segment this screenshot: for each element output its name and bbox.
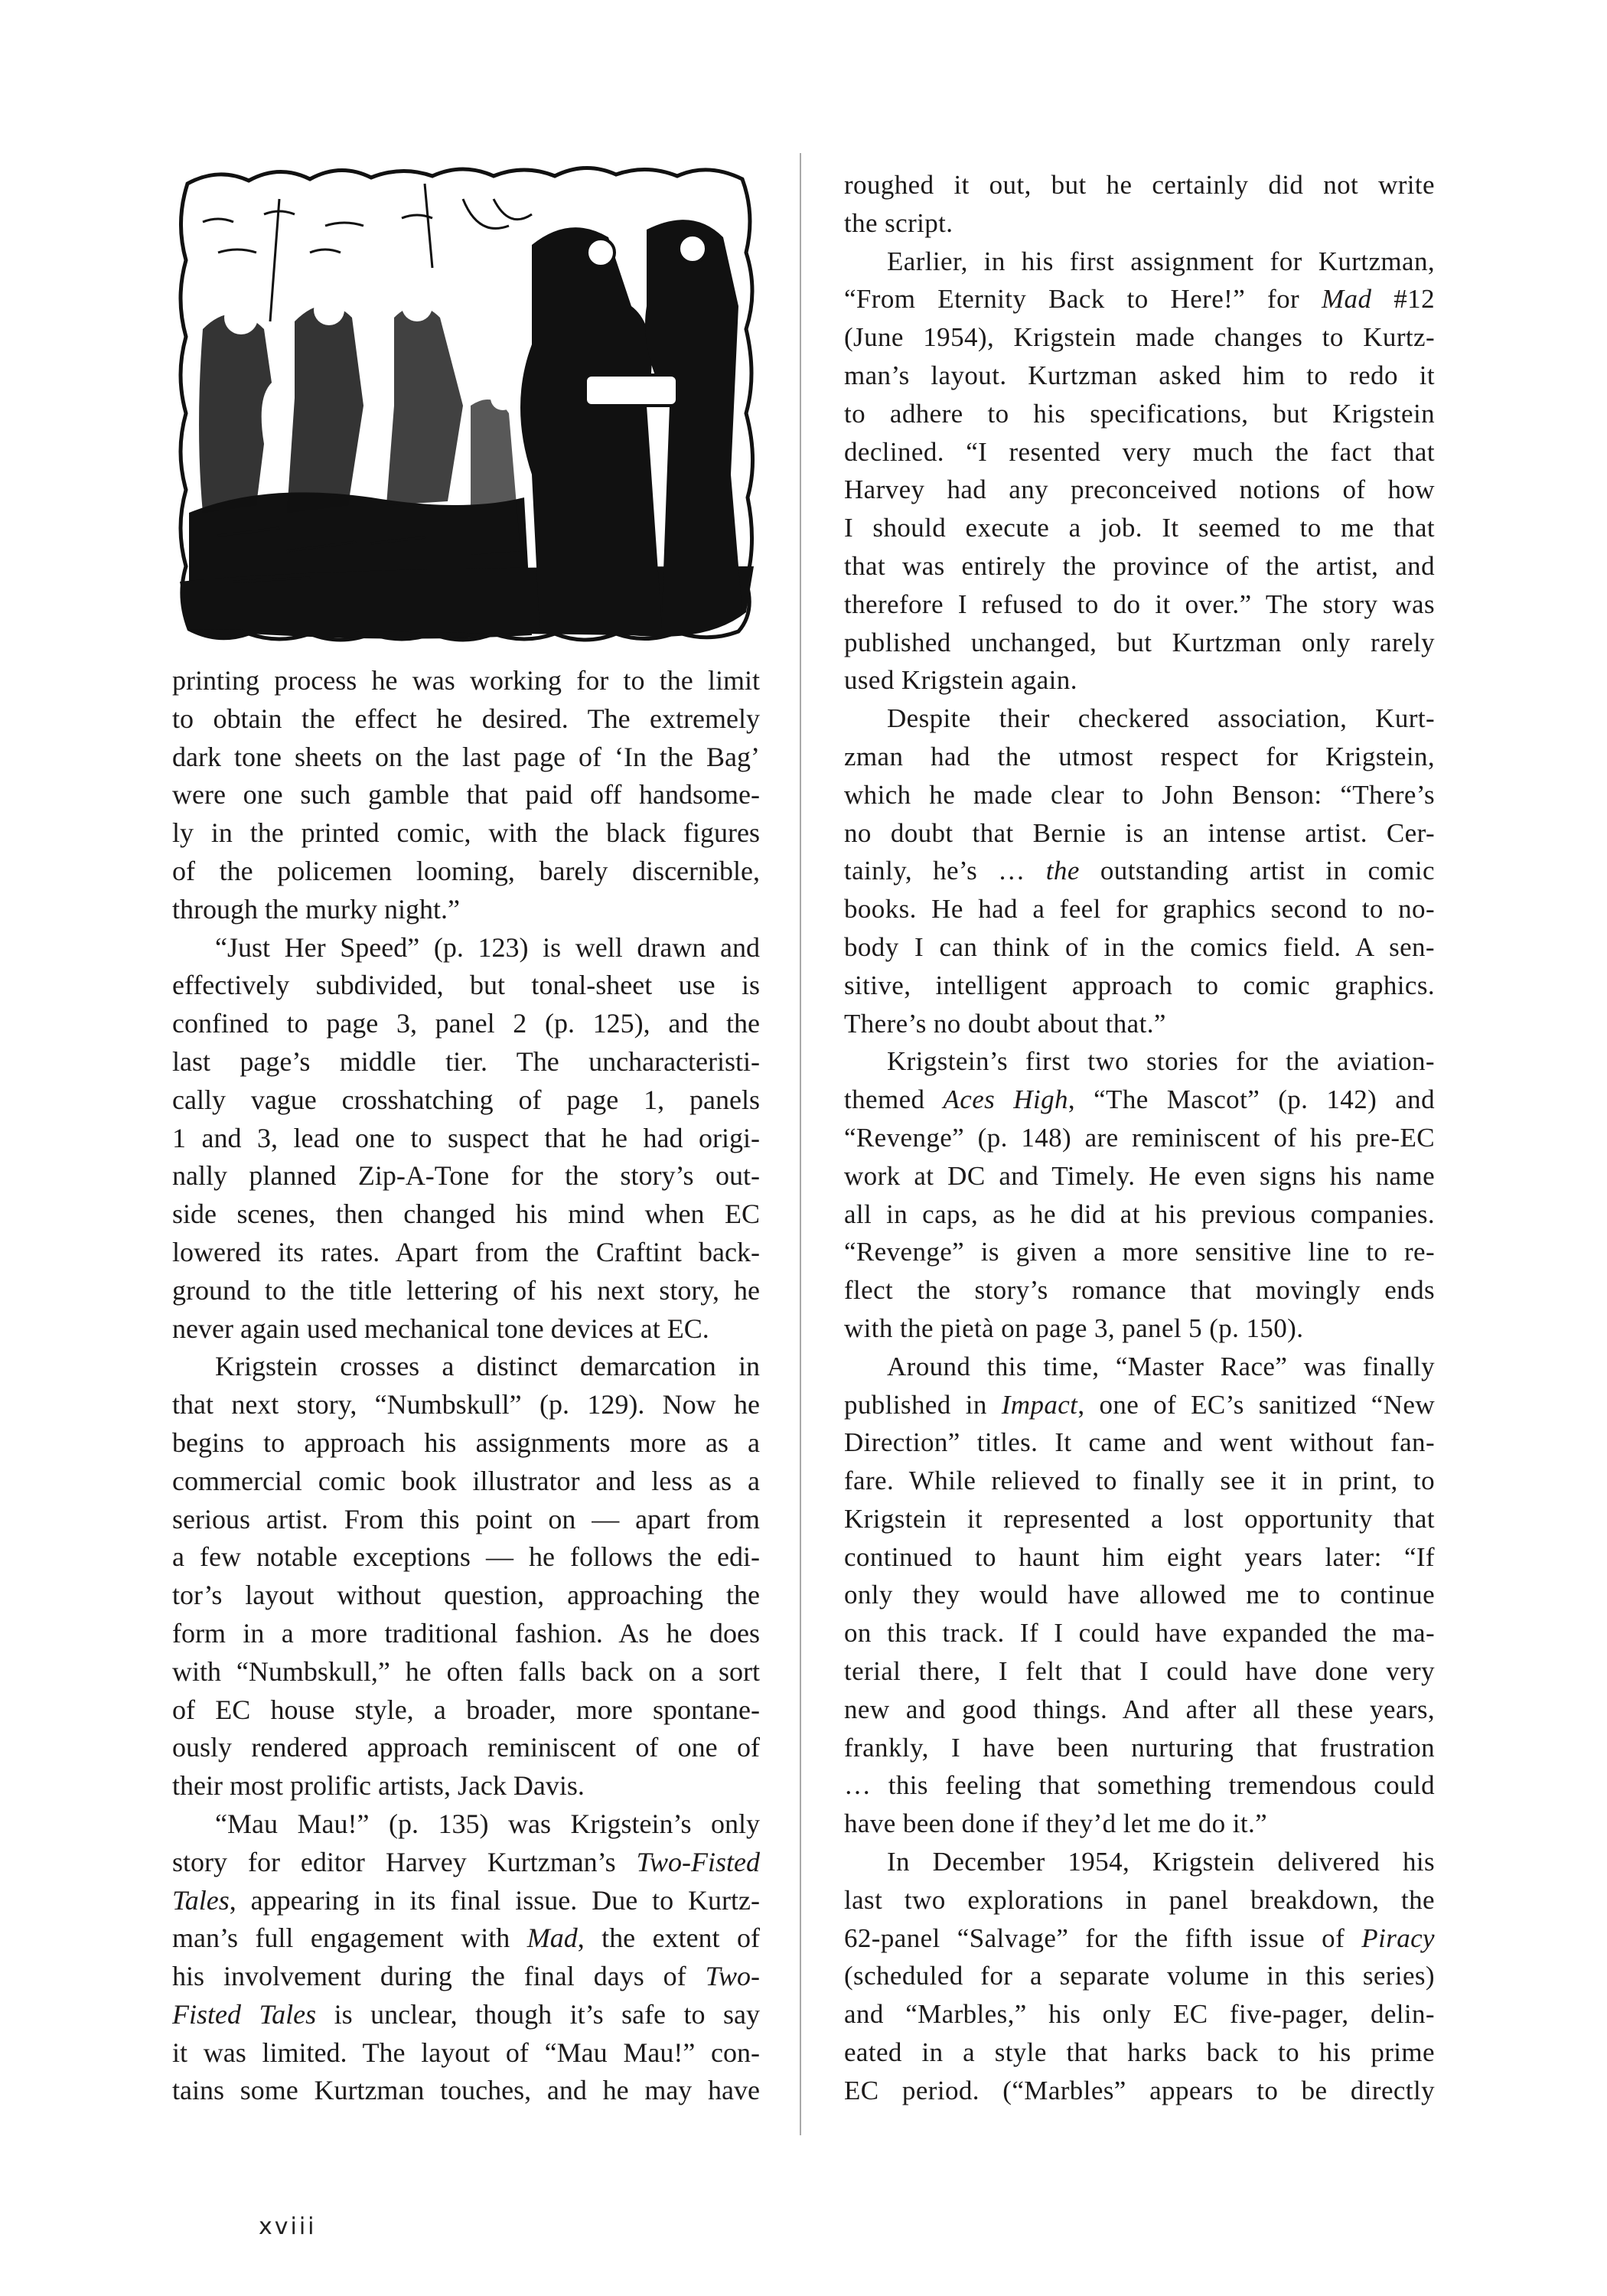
text-run: form in a more traditional fashion. As he does: [172, 1617, 760, 1649]
text-line: [172, 1081, 760, 1120]
text-line: [844, 738, 1435, 776]
text-run: which he made clear to John Benson: “There’s: [844, 779, 1435, 810]
text-line: [844, 318, 1435, 357]
text-line: [172, 1691, 760, 1730]
text-line: [844, 2033, 1435, 2072]
text-line: [172, 1729, 760, 1767]
text-line: [172, 1195, 760, 1234]
text-run: that next story, “Numbskull” (p. 129). Now he: [172, 1389, 760, 1420]
text-line: [844, 1995, 1435, 2033]
text-line: [172, 1386, 760, 1424]
text-line: [844, 166, 1435, 204]
text-line: [844, 1424, 1435, 1462]
text-run: of EC house style, a broader, more spontane-: [172, 1694, 760, 1725]
text-run: to obtain the effect he desired. The extremely: [172, 703, 760, 734]
text-line: [844, 1157, 1435, 1195]
text-line: [172, 853, 760, 891]
page-number: xviii: [259, 2213, 317, 2240]
text-line: [844, 357, 1435, 395]
text-run: (June 1954), Krigstein made changes to Kurtz-: [844, 322, 1435, 353]
text-run: Despite their checkered association, Kurt-: [887, 703, 1435, 734]
text-run: no doubt that Bernie is an intense artist. Cer-: [844, 817, 1435, 848]
text-line: [844, 1691, 1435, 1729]
text-run: fare. While relieved to finally see it in print, to: [844, 1466, 1435, 1496]
text-line: [844, 1538, 1435, 1577]
text-run: last two explorations in panel breakdown, the: [844, 1884, 1435, 1915]
text-line: [172, 1805, 760, 1844]
italic-title: Aces High: [943, 1084, 1068, 1115]
italic-title: Fisted Tales: [172, 1998, 317, 2030]
text-run: nally planned Zip-A-Tone for the story’s out-: [172, 1160, 760, 1192]
text-line: [844, 1386, 1435, 1424]
text-run: the script.: [844, 207, 953, 238]
right-text-column: [844, 166, 1435, 2110]
text-line: [172, 1043, 760, 1081]
left-text-column: [172, 662, 760, 2110]
text-run: and “Marbles,” his only EC five-pager, delin-: [844, 1999, 1435, 2030]
text-line: [172, 1272, 760, 1310]
text-line: [172, 1501, 760, 1539]
text-line: [172, 1653, 760, 1691]
text-line: [844, 2072, 1435, 2110]
italic-title: the: [1045, 856, 1080, 886]
text-line: [844, 243, 1435, 281]
text-line: [844, 700, 1435, 738]
text-run: is unclear, though it’s safe to say: [316, 1998, 760, 2030]
text-line: [844, 1729, 1435, 1767]
text-line: [844, 204, 1435, 243]
text-run: it was limited. The layout of “Mau Mau!” con-: [172, 2037, 760, 2068]
text-run: their most prolific artists, Jack Davis.: [172, 1770, 585, 1802]
text-run: Around this time, “Master Race” was finally: [887, 1351, 1435, 1381]
text-run: ground to the title lettering of his next story, he: [172, 1274, 760, 1306]
text-line: [844, 624, 1435, 662]
text-run: Krigstein it represented a lost opportunity that: [844, 1503, 1435, 1534]
text-line: [844, 1005, 1435, 1043]
text-line: [172, 700, 760, 739]
comic-panel-illustration: [172, 153, 760, 651]
text-line: [844, 1576, 1435, 1614]
text-line: [844, 433, 1435, 471]
text-line: [844, 776, 1435, 814]
text-line: [172, 1234, 760, 1272]
text-line: [172, 1538, 760, 1577]
text-line: [844, 280, 1435, 318]
text-run: terial there, I felt that I could have done very: [844, 1656, 1435, 1687]
text-run: confined to page 3, panel 2 (p. 125), and the: [172, 1008, 760, 1039]
text-line: [172, 929, 760, 967]
text-line: [844, 1652, 1435, 1691]
text-line: [172, 1996, 760, 2034]
text-line: [172, 1882, 760, 1920]
text-run: EC period. (“Marbles” appears to be directly: [844, 2075, 1435, 2105]
text-line: [844, 1348, 1435, 1386]
text-line: [172, 1958, 760, 1996]
text-line: [844, 1766, 1435, 1805]
text-line: [172, 1157, 760, 1195]
text-line: [172, 1844, 760, 1882]
text-run: “Just Her Speed” (p. 123) is well drawn and: [215, 931, 760, 963]
text-run: continued to haunt him eight years later: “If: [844, 1541, 1435, 1572]
text-run: “Mau Mau!” (p. 135) was Krigstein’s only: [215, 1808, 760, 1839]
text-run: frankly, I have been nurturing that frustration: [844, 1732, 1435, 1763]
text-run: man’s layout. Kurtzman asked him to redo it: [844, 360, 1435, 390]
text-run: tor’s layout without question, approaching the: [172, 1580, 760, 1611]
text-line: [172, 2072, 760, 2110]
text-run: used Krigstein again.: [844, 665, 1077, 696]
text-line: [844, 1233, 1435, 1271]
text-line: [172, 1919, 760, 1958]
text-run: Direction” titles. It came and went without fan-: [844, 1427, 1435, 1458]
text-run: “From Eternity Back to Here!” for: [844, 284, 1322, 315]
text-run: Krigstein crosses a distinct demarcation in: [215, 1351, 760, 1382]
text-run: eated in a style that harks back to his prime: [844, 2037, 1435, 2068]
text-run: flect the story’s romance that movingly ends: [844, 1275, 1435, 1306]
text-run: There’s no doubt about that.”: [844, 1008, 1166, 1039]
text-run: books. He had a feel for graphics second to no-: [844, 894, 1435, 925]
text-line: [172, 891, 760, 929]
text-run: sitive, intelligent approach to comic graphics.: [844, 970, 1435, 1000]
text-run: side scenes, then changed his mind when EC: [172, 1199, 760, 1230]
text-line: [172, 814, 760, 853]
text-run: , the extent of: [577, 1923, 761, 1954]
text-line: [172, 739, 760, 777]
text-run: only they would have allowed me to continue: [844, 1580, 1435, 1610]
text-run: , one of EC’s sanitized “New: [1077, 1389, 1435, 1420]
text-run: Harvey had any preconceived notions of how: [844, 475, 1435, 505]
text-line: [172, 1577, 760, 1615]
text-run: begins to approach his assignments more as a: [172, 1427, 760, 1458]
text-run: 62-panel “Salvage” for the fifth issue of: [844, 1923, 1362, 1953]
text-line: [172, 1615, 760, 1653]
text-run: , appearing in its final issue. Due to Kurtz-: [229, 1884, 760, 1916]
text-run: tains some Kurtzman touches, and he may have: [172, 2075, 760, 2106]
text-run: man’s full engagement with: [172, 1923, 527, 1954]
text-run: “Revenge” is given a more sensitive line to re-: [844, 1237, 1435, 1267]
text-line: [172, 1463, 760, 1501]
text-line: [844, 1957, 1435, 1995]
text-run: a few notable exceptions — he follows the edi-: [172, 1541, 760, 1573]
text-run: were one such gamble that paid off handsome-: [172, 779, 760, 810]
text-line: [844, 395, 1435, 433]
italic-title: Two-Fisted: [636, 1846, 760, 1877]
column-divider: [800, 153, 801, 2135]
text-run: zman had the utmost respect for Krigstein,: [844, 741, 1435, 771]
text-line: [172, 1120, 760, 1158]
text-run: never again used mechanical tone devices at EC.: [172, 1313, 709, 1344]
text-line: [172, 1348, 760, 1386]
text-line: [844, 1042, 1435, 1081]
text-run: ly in the printed comic, with the black figures: [172, 817, 760, 849]
text-line: [172, 776, 760, 814]
text-line: [844, 1919, 1435, 1958]
text-line: [844, 1271, 1435, 1309]
italic-title: Tales: [172, 1884, 230, 1916]
text-run: dark tone sheets on the last page of ‘In the Bag’: [172, 741, 760, 772]
italic-title: Mad: [1322, 284, 1372, 315]
text-line: [172, 1005, 760, 1043]
italic-title: Two-: [705, 1961, 760, 1992]
text-line: [844, 1462, 1435, 1500]
text-line: [172, 1310, 760, 1349]
text-run: with the pietà on page 3, panel 5 (p. 150).: [844, 1313, 1304, 1343]
text-run: serious artist. From this point on — apart from: [172, 1503, 760, 1534]
text-run: that was entirely the province of the artist, and: [844, 550, 1435, 581]
text-run: outstanding artist in comic: [1079, 856, 1435, 886]
text-run: roughed it out, but he certainly did not write: [844, 170, 1435, 200]
text-line: [844, 585, 1435, 624]
text-run: printing process he was working for to the limit: [172, 665, 760, 696]
text-run: work at DC and Timely. He even signs his name: [844, 1160, 1435, 1191]
text-run: declined. “I resented very much the fact that: [844, 436, 1435, 467]
text-line: [844, 1881, 1435, 1919]
text-line: [172, 1767, 760, 1805]
text-run: Earlier, in his first assignment for Kurtzman,: [887, 246, 1435, 276]
text-run: all in caps, as he did at his previous companies.: [844, 1199, 1435, 1229]
text-line: [172, 2034, 760, 2073]
text-run: effectively subdivided, but tonal-sheet use is: [172, 970, 760, 1001]
text-run: of the policemen looming, barely discernible,: [172, 855, 760, 886]
text-run: themed: [844, 1084, 944, 1115]
text-run: have been done if they’d let me do it.”: [844, 1808, 1268, 1839]
text-line: [844, 890, 1435, 928]
comic-panel-art: [172, 153, 760, 651]
text-run: 1 and 3, lead one to suspect that he had origi-: [172, 1122, 760, 1153]
text-run: body I can think of in the comics field. A sen-: [844, 931, 1435, 962]
text-line: [844, 1614, 1435, 1652]
italic-title: Impact: [1001, 1389, 1078, 1420]
text-run: tainly, he’s …: [844, 856, 1046, 886]
text-line: [844, 814, 1435, 853]
text-run: (scheduled for a separate volume in this series): [844, 1961, 1435, 1991]
text-run: cally vague crosshatching of page 1, panels: [172, 1084, 760, 1115]
text-run: through the murky night.”: [172, 893, 460, 925]
text-line: [844, 547, 1435, 585]
text-run: Krigstein’s first two stories for the aviation-: [887, 1046, 1435, 1077]
text-run: story for editor Harvey Kurtzman’s: [172, 1846, 637, 1877]
text-run: … this feeling that something tremendous could: [844, 1770, 1435, 1801]
text-run: , “The Mascot” (p. 142) and: [1068, 1084, 1435, 1115]
italic-title: Mad: [526, 1923, 578, 1954]
text-run: In December 1954, Krigstein delivered his: [887, 1847, 1435, 1877]
text-line: [844, 967, 1435, 1005]
text-line: [844, 1500, 1435, 1538]
text-run: his involvement during the final days of: [172, 1961, 706, 1992]
text-run: therefore I refused to do it over.” The story was: [844, 589, 1435, 619]
text-run: on this track. If I could have expanded the ma-: [844, 1618, 1435, 1649]
text-line: [844, 852, 1435, 890]
text-line: [844, 661, 1435, 700]
text-run: I should execute a job. It seemed to me that: [844, 513, 1435, 543]
text-line: [844, 1081, 1435, 1119]
text-line: [844, 509, 1435, 547]
text-run: new and good things. And after all these years,: [844, 1694, 1435, 1724]
text-run: “Revenge” (p. 148) are reminiscent of his pre-EC: [844, 1122, 1435, 1153]
text-run: ously rendered approach reminiscent of one of: [172, 1732, 760, 1763]
text-line: [844, 1119, 1435, 1157]
text-run: with “Numbskull,” he often falls back on a sort: [172, 1655, 760, 1687]
text-run: to adhere to his specifications, but Krigstein: [844, 398, 1435, 429]
text-line: [172, 967, 760, 1005]
text-run: last page’s middle tier. The uncharacteristi-: [172, 1045, 760, 1077]
text-line: [844, 1805, 1435, 1843]
text-line: [172, 662, 760, 700]
text-line: [844, 1843, 1435, 1881]
italic-title: Piracy: [1361, 1923, 1435, 1953]
text-run: lowered its rates. Apart from the Craftint back-: [172, 1236, 760, 1267]
text-line: [844, 1195, 1435, 1234]
text-run: commercial comic book illustrator and less as a: [172, 1465, 760, 1496]
text-line: [844, 471, 1435, 509]
text-line: [172, 1424, 760, 1463]
text-run: published in: [844, 1389, 1002, 1420]
text-line: [844, 1309, 1435, 1348]
text-run: #12: [1371, 284, 1435, 315]
text-line: [844, 928, 1435, 967]
text-run: published unchanged, but Kurtzman only rarely: [844, 627, 1435, 657]
